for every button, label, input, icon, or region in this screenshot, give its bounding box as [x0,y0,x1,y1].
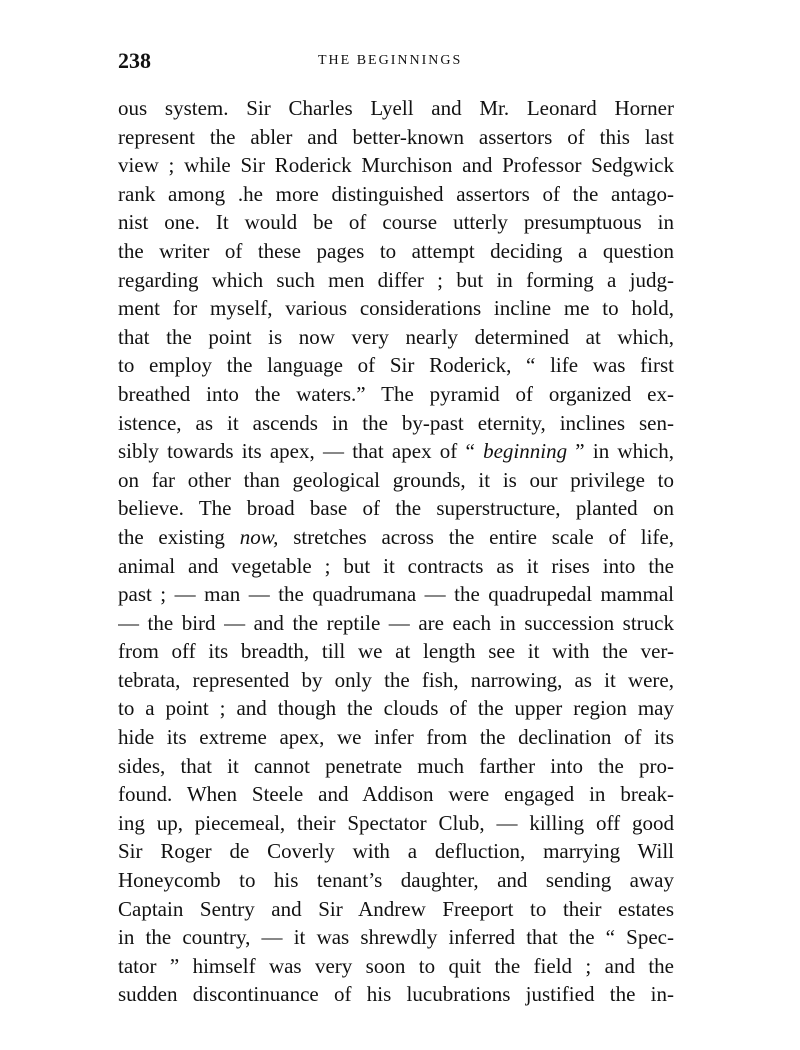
text-line [118,294,674,323]
text-segment: Honeycomb to his tenant’s daughter, and sending away [118,868,674,893]
text-segment: ” in which, [567,439,674,464]
text-line [118,780,674,809]
text-segment: the existing [118,524,240,549]
text-segment: rank among .he more distinguished assertors of the antago- [118,181,674,206]
text-segment: represent the abler and better-known assertors of this last [118,124,674,149]
page-header [118,48,674,74]
text-segment: tebrata, represented by only the fish, narrowing, as it were, [118,667,674,692]
text-segment: sides, that it cannot penetrate much farther into the pro- [118,753,674,778]
text-line [118,723,674,752]
text-line [118,123,674,152]
text-line [118,580,674,609]
text-line [118,866,674,895]
text-segment: in the country, — it was shrewdly inferred that the “ Spec- [118,925,674,950]
text-line [118,809,674,838]
italic-text: now, [239,524,279,549]
text-segment: sudden discontinuance of his lucubrations justified the in- [118,982,674,1007]
text-line [118,637,674,666]
text-segment: breathed into the waters.” The pyramid of organized ex- [118,381,674,406]
text-line [118,180,674,209]
text-segment: istence, as it ascends in the by-past eternity, inclines sen- [118,410,674,435]
text-segment: ing up, piecemeal, their Spectator Club, — killing off good [118,810,674,835]
text-line [118,952,674,981]
text-line [118,466,674,495]
text-line [118,266,674,295]
text-segment: believe. The broad base of the superstructure, planted on [118,496,674,521]
page-number: 238 [118,48,151,73]
text-line [118,694,674,723]
text-line [118,552,674,581]
text-segment: past ; — man — the quadrumana — the quadrupedal mammal [118,582,674,607]
text-line [118,437,674,466]
text-segment: tator ” himself was very soon to quit the field ; and the [118,953,674,978]
text-segment: Sir Roger de Coverly with a defluction, marrying Will [118,839,674,864]
text-line [118,666,674,695]
text-segment: regarding which such men differ ; but in forming a judg- [118,267,674,292]
text-line [118,980,674,1009]
text-line [118,895,674,924]
text-line [118,837,674,866]
text-segment: ous system. Sir Charles Lyell and Mr. Leonard Horner [118,96,674,120]
text-segment: hide its extreme apex, we infer from the declination of its [118,725,674,750]
running-head: THE BEGINNINGS [318,53,463,68]
text-segment: view ; while Sir Roderick Murchison and Professor Sedgwick [118,153,674,178]
text-segment: nist one. It would be of course utterly presumptuous in [118,210,674,235]
body-text [118,94,674,1009]
text-line [118,151,674,180]
text-line [118,609,674,638]
text-segment: ment for myself, various considerations incline me to hold, [118,296,674,321]
text-line [118,409,674,438]
text-segment: from off its breadth, till we at length see it with the ver- [118,639,674,664]
text-segment: on far other than geological grounds, it is our privilege to [118,467,674,492]
text-line [118,94,674,123]
text-line [118,752,674,781]
text-segment: that the point is now very nearly determined at which, [118,324,674,349]
text-segment: animal and vegetable ; but it contracts as it rises into the [118,553,674,578]
text-line [118,237,674,266]
text-segment: to employ the language of Sir Roderick, “ life was first [118,353,674,378]
text-segment: Captain Sentry and Sir Andrew Freeport to their estates [118,896,674,921]
text-line [118,323,674,352]
text-line [118,208,674,237]
text-line [118,380,674,409]
text-segment: the writer of these pages to attempt deciding a question [118,238,674,263]
italic-text: beginning [483,439,568,464]
text-line [118,523,674,552]
text-line [118,351,674,380]
text-segment: to a point ; and though the clouds of the upper region may [118,696,674,721]
text-segment: — the bird — and the reptile — are each in succession struck [118,610,674,635]
text-line [118,494,674,523]
text-segment: stretches across the entire scale of life, [278,524,674,549]
text-segment: sibly towards its apex, — that apex of “ [118,439,484,464]
text-line [118,923,674,952]
text-segment: found. When Steele and Addison were engaged in break- [118,782,674,807]
